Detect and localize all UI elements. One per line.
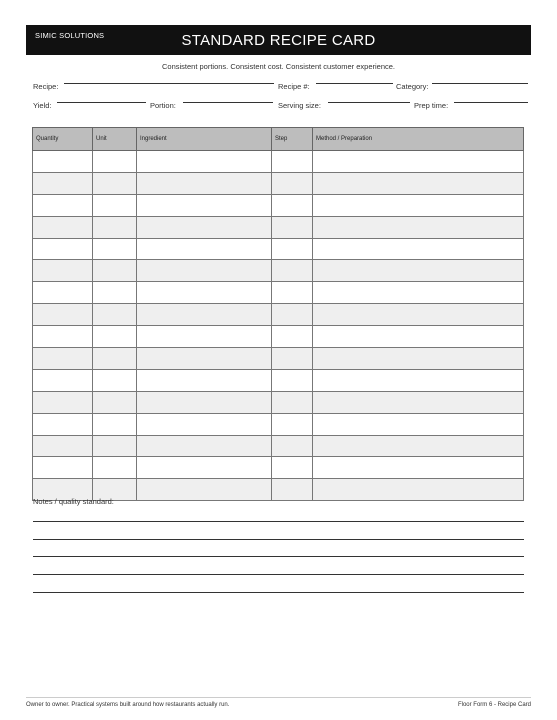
cell-ingredient[interactable]: [137, 151, 272, 173]
cell-unit[interactable]: [93, 238, 137, 260]
table-row: [33, 260, 524, 282]
serving-size-label: Serving size:: [278, 101, 321, 110]
recipe-fields-row-1: [33, 82, 528, 94]
ingredients-table: [32, 127, 524, 501]
notes-line[interactable]: [33, 539, 524, 540]
table-row: [33, 348, 524, 370]
cell-method[interactable]: [313, 479, 524, 501]
column-header-unit: Unit: [93, 128, 137, 151]
cell-quantity[interactable]: [33, 391, 93, 413]
column-header-quantity: Quantity: [33, 128, 93, 151]
cell-unit[interactable]: [93, 151, 137, 173]
cell-method[interactable]: [313, 194, 524, 216]
serving-size-line[interactable]: [328, 102, 410, 103]
cell-ingredient[interactable]: [137, 260, 272, 282]
notes-label: Notes / quality standard:: [33, 497, 114, 506]
cell-method[interactable]: [313, 151, 524, 173]
prep-time-line[interactable]: [454, 102, 528, 103]
footer-divider: [26, 697, 531, 698]
cell-quantity[interactable]: [33, 413, 93, 435]
cell-method[interactable]: [313, 172, 524, 194]
footer-slogan: Owner to owner. Practical systems built around how restaurants actually run.: [26, 702, 230, 708]
table-body: [33, 151, 524, 501]
table-row: [33, 391, 524, 413]
category-label: Category:: [396, 82, 429, 91]
cell-method[interactable]: [313, 238, 524, 260]
cell-step[interactable]: [272, 369, 313, 391]
cell-step[interactable]: [272, 238, 313, 260]
table-row: [33, 457, 524, 479]
table-row: [33, 282, 524, 304]
cell-step[interactable]: [272, 326, 313, 348]
table-row: [33, 326, 524, 348]
cell-method[interactable]: [313, 216, 524, 238]
cell-method[interactable]: [313, 391, 524, 413]
cell-method[interactable]: [313, 348, 524, 370]
cell-unit[interactable]: [93, 260, 137, 282]
table-row: [33, 216, 524, 238]
cell-unit[interactable]: [93, 304, 137, 326]
cell-ingredient[interactable]: [137, 282, 272, 304]
recipe-label: Recipe:: [33, 82, 59, 91]
cell-step[interactable]: [272, 216, 313, 238]
cell-unit[interactable]: [93, 457, 137, 479]
cell-quantity[interactable]: [33, 304, 93, 326]
yield-line[interactable]: [57, 102, 146, 103]
cell-step[interactable]: [272, 413, 313, 435]
cell-ingredient[interactable]: [137, 172, 272, 194]
category-line[interactable]: [432, 83, 528, 84]
cell-method[interactable]: [313, 282, 524, 304]
cell-ingredient[interactable]: [137, 194, 272, 216]
cell-unit[interactable]: [93, 391, 137, 413]
table-row: [33, 151, 524, 173]
prep-time-label: Prep time:: [414, 101, 449, 110]
recipe-line[interactable]: [64, 83, 274, 84]
column-header-method: Method / Preparation: [313, 128, 524, 151]
notes-line[interactable]: [33, 574, 524, 575]
header-bar: [26, 25, 531, 55]
notes-line[interactable]: [33, 521, 524, 522]
table-row: [33, 413, 524, 435]
cell-unit[interactable]: [93, 413, 137, 435]
cell-ingredient[interactable]: [137, 435, 272, 457]
cell-step[interactable]: [272, 479, 313, 501]
cell-method[interactable]: [313, 326, 524, 348]
cell-method[interactable]: [313, 457, 524, 479]
cell-quantity[interactable]: [33, 216, 93, 238]
cell-step[interactable]: [272, 151, 313, 173]
cell-method[interactable]: [313, 369, 524, 391]
cell-ingredient[interactable]: [137, 457, 272, 479]
recipe-number-label: Recipe #:: [278, 82, 310, 91]
table-row: [33, 194, 524, 216]
cell-step[interactable]: [272, 391, 313, 413]
cell-quantity[interactable]: [33, 282, 93, 304]
cell-ingredient[interactable]: [137, 369, 272, 391]
footer-form-id: Floor Form 6 - Recipe Card: [457, 702, 531, 708]
cell-unit[interactable]: [93, 348, 137, 370]
cell-unit[interactable]: [93, 435, 137, 457]
cell-quantity[interactable]: [33, 194, 93, 216]
cell-step[interactable]: [272, 348, 313, 370]
portion-line[interactable]: [183, 102, 273, 103]
cell-quantity[interactable]: [33, 151, 93, 173]
cell-method[interactable]: [313, 435, 524, 457]
cell-unit[interactable]: [93, 326, 137, 348]
cell-unit[interactable]: [93, 172, 137, 194]
table-row: [33, 369, 524, 391]
cell-ingredient[interactable]: [137, 413, 272, 435]
cell-method[interactable]: [313, 260, 524, 282]
portion-label: Portion:: [150, 101, 176, 110]
table-row: [33, 238, 524, 260]
cell-step[interactable]: [272, 435, 313, 457]
recipe-number-line[interactable]: [316, 83, 393, 84]
cell-step[interactable]: [272, 194, 313, 216]
column-header-ingredient: Ingredient: [137, 128, 272, 151]
cell-quantity[interactable]: [33, 326, 93, 348]
brand-name: SIMIC SOLUTIONS: [35, 31, 105, 40]
cell-quantity[interactable]: [33, 369, 93, 391]
cell-quantity[interactable]: [33, 260, 93, 282]
cell-ingredient[interactable]: [137, 216, 272, 238]
table-row: [33, 435, 524, 457]
cell-ingredient[interactable]: [137, 326, 272, 348]
cell-quantity[interactable]: [33, 172, 93, 194]
cell-ingredient[interactable]: [137, 304, 272, 326]
cell-method[interactable]: [313, 304, 524, 326]
tagline: Consistent portions. Consistent cost. Consistent customer experience.: [161, 62, 396, 71]
recipe-fields-row-2: [33, 101, 528, 113]
cell-ingredient[interactable]: [137, 479, 272, 501]
cell-step[interactable]: [272, 304, 313, 326]
cell-quantity[interactable]: [33, 457, 93, 479]
cell-step[interactable]: [272, 282, 313, 304]
cell-ingredient[interactable]: [137, 348, 272, 370]
cell-quantity[interactable]: [33, 348, 93, 370]
column-header-step: Step: [272, 128, 313, 151]
cell-step[interactable]: [272, 172, 313, 194]
cell-ingredient[interactable]: [137, 391, 272, 413]
cell-step[interactable]: [272, 457, 313, 479]
yield-label: Yield:: [33, 101, 52, 110]
cell-quantity[interactable]: [33, 238, 93, 260]
cell-unit[interactable]: [93, 369, 137, 391]
cell-method[interactable]: [313, 413, 524, 435]
table-row: [33, 304, 524, 326]
table-header-row: [33, 128, 524, 151]
cell-quantity[interactable]: [33, 435, 93, 457]
notes-line[interactable]: [33, 556, 524, 557]
cell-unit[interactable]: [93, 216, 137, 238]
cell-unit[interactable]: [93, 194, 137, 216]
table-row: [33, 172, 524, 194]
cell-step[interactable]: [272, 260, 313, 282]
cell-ingredient[interactable]: [137, 238, 272, 260]
cell-unit[interactable]: [93, 282, 137, 304]
notes-line[interactable]: [33, 592, 524, 593]
page-title: STANDARD RECIPE CARD: [181, 32, 376, 49]
